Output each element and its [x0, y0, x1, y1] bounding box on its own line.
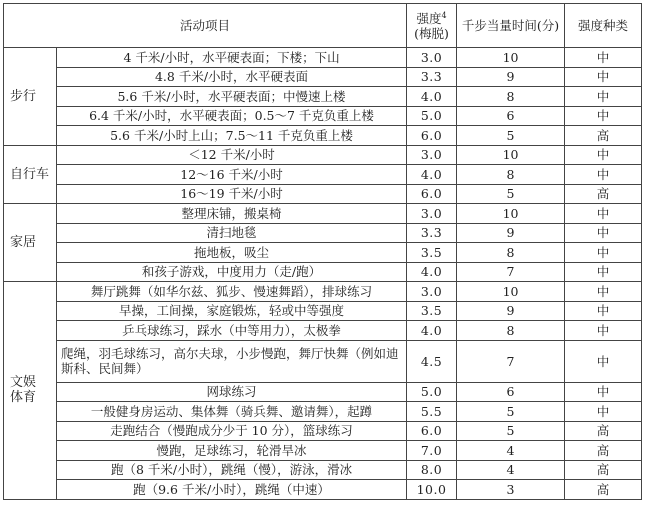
met-cell: 3.3: [407, 223, 457, 243]
activity-cell: ＜12 千米/小时: [57, 145, 407, 165]
met-cell: 3.0: [407, 145, 457, 165]
activity-cell: 舞厅跳舞（如华尔兹、狐步、慢速舞蹈），排球练习: [57, 282, 407, 302]
table-row: [4, 382, 642, 402]
header-intensity: [407, 4, 457, 48]
time-cell: 6: [457, 106, 565, 126]
category-home: 家居: [4, 204, 57, 282]
met-cell: 4.0: [407, 321, 457, 341]
activity-cell: 走跑结合（慢跑成分少于 10 分），篮球练习: [57, 421, 407, 441]
table-row: [4, 48, 642, 68]
time-cell: 7: [457, 262, 565, 282]
met-activity-table: [3, 3, 642, 500]
time-cell: 8: [457, 321, 565, 341]
level-cell: 中: [565, 87, 642, 107]
time-cell: 5: [457, 184, 565, 204]
met-cell: 5.5: [407, 402, 457, 422]
time-cell: 8: [457, 243, 565, 263]
activity-cell: 5.6 千米/小时上山；7.5～11 千克负重上楼: [57, 126, 407, 146]
activity-cell: 跑（9.6 千米/小时），跳绳（中速）: [57, 480, 407, 500]
activity-cell: 慢跑，足球练习，轮滑旱冰: [57, 441, 407, 461]
header-intensity-footnote: 4: [441, 10, 447, 20]
level-cell: 中: [565, 301, 642, 321]
category-sport-line2: 体育: [10, 390, 37, 406]
activity-cell: 拖地板，吸尘: [57, 243, 407, 263]
level-cell: 中: [565, 165, 642, 185]
activity-cell: 4.8 千米/小时，水平硬表面: [57, 67, 407, 87]
activity-cell: 一般健身房运动、集体舞（骑兵舞、邀请舞），起蹲: [57, 402, 407, 422]
time-cell: 10: [457, 204, 565, 224]
activity-cell: 清扫地毯: [57, 223, 407, 243]
time-cell: 9: [457, 223, 565, 243]
table-row: [4, 106, 642, 126]
met-cell: 4.0: [407, 165, 457, 185]
time-cell: 8: [457, 165, 565, 185]
table-row: [4, 87, 642, 107]
activity-cell: 爬绳，羽毛球练习，高尔夫球，小步慢跑，舞厅快舞（例如迪斯科、民间舞）: [57, 340, 407, 382]
met-cell: 8.0: [407, 460, 457, 480]
level-cell: 高: [565, 126, 642, 146]
header-level: 强度种类: [565, 4, 642, 48]
table-row: [4, 421, 642, 441]
met-cell: 3.0: [407, 48, 457, 68]
met-cell: 10.0: [407, 480, 457, 500]
activity-cell: 整理床铺，搬桌椅: [57, 204, 407, 224]
time-cell: 4: [457, 441, 565, 461]
activity-cell: 4 千米/小时，水平硬表面；下楼；下山: [57, 48, 407, 68]
level-cell: 中: [565, 282, 642, 302]
met-cell: 3.0: [407, 282, 457, 302]
header-intensity-unit: (梅脱): [414, 25, 449, 41]
level-cell: 中: [565, 223, 642, 243]
table-row: [4, 282, 642, 302]
activity-cell: 乒乓球练习，踩水（中等用力），太极拳: [57, 321, 407, 341]
activity-cell: 早操，工间操，家庭锻炼，轻或中等强度: [57, 301, 407, 321]
table-row: [4, 460, 642, 480]
header-activity: 活动项目: [4, 4, 407, 48]
activity-cell: 和孩子游戏，中度用力（走/跑）: [57, 262, 407, 282]
level-cell: 中: [565, 145, 642, 165]
time-cell: 4: [457, 460, 565, 480]
time-cell: 5: [457, 402, 565, 422]
table-row: [4, 402, 642, 422]
met-cell: 3.5: [407, 301, 457, 321]
level-cell: 高: [565, 480, 642, 500]
table-row: [4, 204, 642, 224]
category-sport: [4, 282, 57, 500]
category-sport-line1: 文娱: [10, 375, 37, 391]
table-header-row: [4, 4, 642, 48]
time-cell: 8: [457, 87, 565, 107]
activity-cell: 5.6 千米/小时，水平硬表面；中慢速上楼: [57, 87, 407, 107]
level-cell: 中: [565, 67, 642, 87]
met-cell: 3.3: [407, 67, 457, 87]
met-cell: 7.0: [407, 441, 457, 461]
level-cell: 高: [565, 421, 642, 441]
level-cell: 中: [565, 243, 642, 263]
time-cell: 10: [457, 48, 565, 68]
table-row: [4, 321, 642, 341]
level-cell: 中: [565, 106, 642, 126]
level-cell: 高: [565, 460, 642, 480]
table-row: [4, 480, 642, 500]
time-cell: 5: [457, 421, 565, 441]
table-row: [4, 67, 642, 87]
category-walk: 步行: [4, 48, 57, 146]
activity-cell: 6.4 千米/小时，水平硬表面；0.5～7 千克负重上楼: [57, 106, 407, 126]
level-cell: 高: [565, 441, 642, 461]
time-cell: 3: [457, 480, 565, 500]
met-cell: 4.0: [407, 262, 457, 282]
table-row: [4, 145, 642, 165]
time-cell: 5: [457, 126, 565, 146]
table-row: [4, 126, 642, 146]
time-cell: 10: [457, 145, 565, 165]
time-cell: 9: [457, 67, 565, 87]
activity-cell: 跑（8 千米/小时），跳绳（慢），游泳，滑冰: [57, 460, 407, 480]
met-cell: 5.0: [407, 382, 457, 402]
table-row: [4, 243, 642, 263]
table-row: [4, 441, 642, 461]
table-row: [4, 184, 642, 204]
table-row: [4, 340, 642, 382]
table-row: [4, 165, 642, 185]
level-cell: 中: [565, 402, 642, 422]
activity-cell: 12～16 千米/小时: [57, 165, 407, 185]
activity-cell: 16～19 千米/小时: [57, 184, 407, 204]
level-cell: 中: [565, 321, 642, 341]
level-cell: 中: [565, 340, 642, 382]
level-cell: 中: [565, 204, 642, 224]
met-cell: 5.0: [407, 106, 457, 126]
time-cell: 10: [457, 282, 565, 302]
met-cell: 4.5: [407, 340, 457, 382]
category-bike: 自行车: [4, 145, 57, 204]
header-time: 千步当量时间(分): [457, 4, 565, 48]
met-cell: 6.0: [407, 184, 457, 204]
table-row: [4, 262, 642, 282]
table-row: [4, 301, 642, 321]
level-cell: 中: [565, 48, 642, 68]
level-cell: 高: [565, 184, 642, 204]
met-cell: 3.0: [407, 204, 457, 224]
table-row: [4, 223, 642, 243]
time-cell: 6: [457, 382, 565, 402]
header-intensity-label: 强度: [416, 10, 442, 26]
time-cell: 9: [457, 301, 565, 321]
met-cell: 3.5: [407, 243, 457, 263]
met-cell: 6.0: [407, 126, 457, 146]
level-cell: 中: [565, 262, 642, 282]
level-cell: 中: [565, 382, 642, 402]
time-cell: 7: [457, 340, 565, 382]
met-cell: 6.0: [407, 421, 457, 441]
met-cell: 4.0: [407, 87, 457, 107]
activity-cell: 网球练习: [57, 382, 407, 402]
